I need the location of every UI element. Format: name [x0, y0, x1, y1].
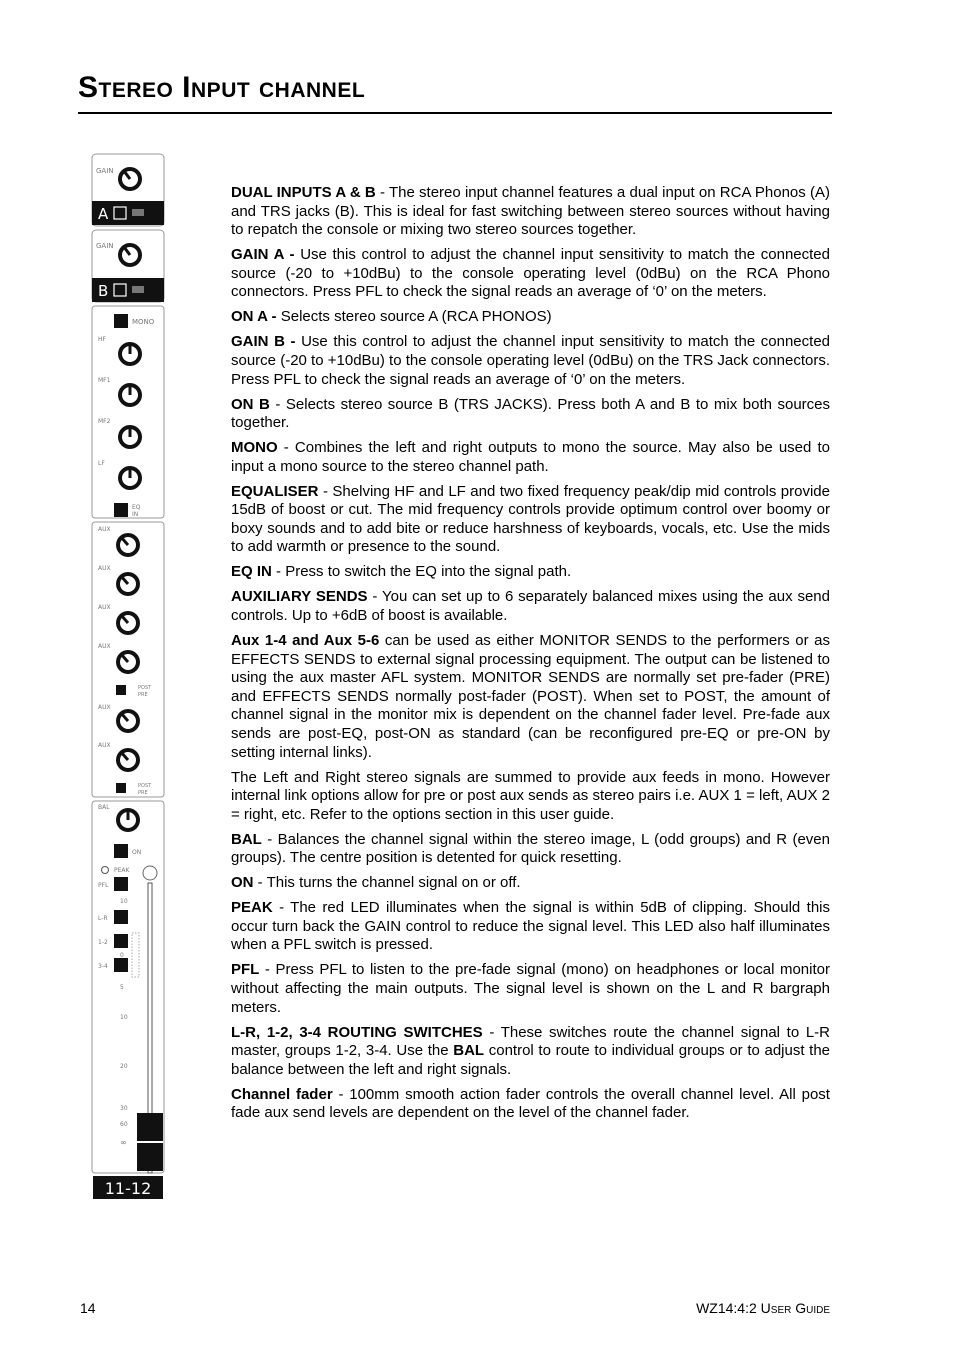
para-aux-1-4-5-6: Aux 1-4 and Aux 5-6 can be used as either MONITOR SENDS to the performers or as EFFECTS SENDS to external signal processing equipment. The output can be listened to using the aux master AFL system. MONITOR SENDS are normally set pre-fader (PRE) and EFFECTS SENDS normally post-fader (POST). When set to POST, the amount of channel signal in the monitor mix is dependent on the channel fader level. Pre-fade aux sends are post-EQ, post-ON as standard (can be reconfigured pre-EQ or pre-ON by setting internal links).: [231, 631, 830, 761]
meter-bargraph: [132, 933, 139, 977]
para-bal: BAL - Balances the channel signal within the stereo image, L (odd groups) and R (even groups). The centre position is detented for quick resetting.: [231, 830, 830, 867]
aux6-label: AUX: [98, 742, 111, 749]
para-mono: MONO - Combines the left and right outputs to mono the source. May also be used to input a mono source to the stereo channel path.: [231, 439, 830, 475]
on-a-button[interactable]: [114, 207, 126, 219]
lf-label: LF: [98, 460, 105, 467]
aux2-label: AUX: [98, 565, 111, 572]
hf-label: HF: [98, 336, 106, 343]
fader-scale-1: 0: [120, 952, 124, 959]
para-stereo-summed: The Left and Right stereo signals are summed to provide aux feeds in mono. However internal link options allow for pre or post aux sends as stereo pairs i.e. AUX 1 = left, AUX 2 = right, etc. Refer to the options section in this user guide.: [231, 768, 830, 823]
mf1-knob[interactable]: [118, 383, 142, 407]
route-12-button[interactable]: [114, 934, 128, 948]
route-lr-label: L-R: [98, 915, 108, 922]
aux6-knob[interactable]: [116, 748, 140, 772]
aux1-knob[interactable]: [116, 533, 140, 557]
para-dual-inputs: DUAL INPUTS A & B - The stereo input channel features a dual input on RCA Phonos (A) and TRS jacks (B). This is ideal for fast switching between stereo sources without having to repatch the console or mixing two stereo sources together.: [231, 184, 830, 239]
source-a-label: A: [98, 205, 109, 223]
mf1-label: MF1: [98, 377, 111, 384]
aux5-label: AUX: [98, 704, 111, 711]
gain-a-knob[interactable]: [118, 167, 142, 191]
aux1-4-post-label: POST: [138, 685, 152, 691]
peak-led: [102, 867, 109, 874]
para-on: ON - This turns the channel signal on or off.: [231, 874, 521, 892]
bal-label: BAL: [98, 804, 110, 811]
aux5-knob[interactable]: [116, 709, 140, 733]
footer-title: WZ14:4:2 User Guide: [696, 1300, 830, 1316]
aux4-knob[interactable]: [116, 650, 140, 674]
channel-strip-illustration: [90, 153, 166, 1201]
bal-knob[interactable]: [116, 808, 140, 832]
on-b-button[interactable]: [114, 284, 126, 296]
title-rule: [78, 112, 832, 114]
gain-b-knob[interactable]: [118, 243, 142, 267]
page-number: 14: [80, 1300, 96, 1316]
on-button[interactable]: [114, 844, 128, 858]
description-text: [231, 184, 830, 1129]
fader-scale-4: 20: [120, 1063, 128, 1070]
pfl-button[interactable]: [114, 877, 128, 891]
fader-scale-2: 5: [120, 984, 124, 991]
para-routing: L-R, 1-2, 3-4 ROUTING SWITCHES - These switches route the channel signal to L-R master, groups 1-2, 3-4. Use the BAL control to route to individual groups or to adjust the balance between the left and right signals.: [231, 1023, 831, 1078]
aux5-6-post-label: POST: [138, 783, 152, 789]
aux4-label: AUX: [98, 643, 111, 650]
fader-scale-6: 60: [120, 1121, 128, 1128]
source-b-label: B: [98, 282, 109, 300]
fader-scale-7: ∞: [120, 1138, 127, 1147]
para-on-a: ON A - Selects stereo source A (RCA PHONOS): [231, 308, 552, 326]
mono-label: MONO: [132, 318, 155, 326]
aux3-label: AUX: [98, 604, 111, 611]
aux3-knob[interactable]: [116, 611, 140, 635]
channel-number: 11-12: [104, 1179, 152, 1198]
fader-scale-0: 10: [120, 898, 128, 905]
in-label: IN: [132, 511, 139, 518]
fader-cap-marker-icon: [143, 866, 157, 880]
route-12-label: 1-2: [98, 939, 108, 946]
lf-knob[interactable]: [118, 466, 142, 490]
eq-in-button[interactable]: [114, 503, 128, 517]
gain-a-label: GAIN: [96, 167, 114, 175]
para-gain-a: GAIN A - Use this control to adjust the channel input sensitivity to match the connected source (-20 to +10dBu) to the console operating level (0dBu) on the RCA Phono connectors. Press PFL to check the signal reads an average of ‘0’ on the meters.: [231, 246, 830, 301]
route-34-label: 3-4: [98, 963, 108, 970]
gain-b-label: GAIN: [96, 242, 114, 250]
para-aux-sends: AUXILIARY SENDS - You can set up to 6 separately balanced mixes using the aux send controls. Up to +6dB of boost is available.: [231, 588, 830, 624]
aux2-knob[interactable]: [116, 572, 140, 596]
aux5-6-pre-label: PRE: [138, 790, 148, 796]
aux1-4-pre-label: PRE: [138, 692, 148, 698]
route-lr-button[interactable]: [114, 910, 128, 924]
mf2-knob[interactable]: [118, 425, 142, 449]
para-channel-fader: Channel fader - 100mm smooth action fader controls the overall channel level. All post fade aux send levels are dependent on the level of the channel fader.: [231, 1085, 830, 1122]
fader-scale-5: 30: [120, 1105, 128, 1112]
page-title: Stereo Input channel: [78, 71, 366, 104]
mono-button[interactable]: [114, 314, 128, 328]
route-34-button[interactable]: [114, 958, 128, 972]
para-pfl: PFL - Press PFL to listen to the pre-fade signal (mono) on headphones or local monitor without affecting the main outputs. The signal level is shown on the L and R bargraph meters.: [231, 961, 830, 1016]
fader-scale-3: 10: [120, 1014, 128, 1021]
para-eq-in: EQ IN - Press to switch the EQ into the signal path.: [231, 563, 572, 581]
mf2-label: MF2: [98, 418, 111, 425]
para-gain-b: GAIN B - Use this control to adjust the channel input sensitivity to match the connected source (-20 to +10dBu) to the console operating level (0dBu) on the TRS Jack connectors. Press PFL to check the signal reads an average of ‘0’ on the meters.: [231, 333, 830, 388]
aux5-6-post-pre-button[interactable]: [116, 783, 126, 793]
pfl-label: PFL: [98, 882, 109, 889]
eq-label: EQ: [132, 504, 141, 511]
hf-knob[interactable]: [118, 342, 142, 366]
on-label: ON: [132, 849, 142, 856]
peak-label: PEAK: [114, 867, 130, 874]
para-peak: PEAK - The red LED illuminates when the signal is within 5dB of clipping. Should this occur turn back the GAIN control to reduce the signal level. This LED also half illuminates when a PFL switch is pressed.: [231, 899, 830, 954]
aux1-label: AUX: [98, 526, 111, 533]
para-equaliser: EQUALISER - Shelving HF and LF and two fixed frequency peak/dip mid controls provide 15dB of boost or cut. The mid frequency controls provide optimum control over boomy or boxy sounds and to add bite or reduce harshness of keyboards, vocals, etc. Use the mids to add warmth or presence to the sound.: [231, 482, 830, 556]
aux1-4-post-pre-button[interactable]: [116, 685, 126, 695]
on-a-led: [132, 209, 144, 216]
on-b-led: [132, 286, 144, 293]
para-on-b: ON B - Selects stereo source B (TRS JACKS). Press both A and B to mix both sources together.: [231, 395, 830, 432]
channel-strip-svg: [90, 153, 166, 1201]
